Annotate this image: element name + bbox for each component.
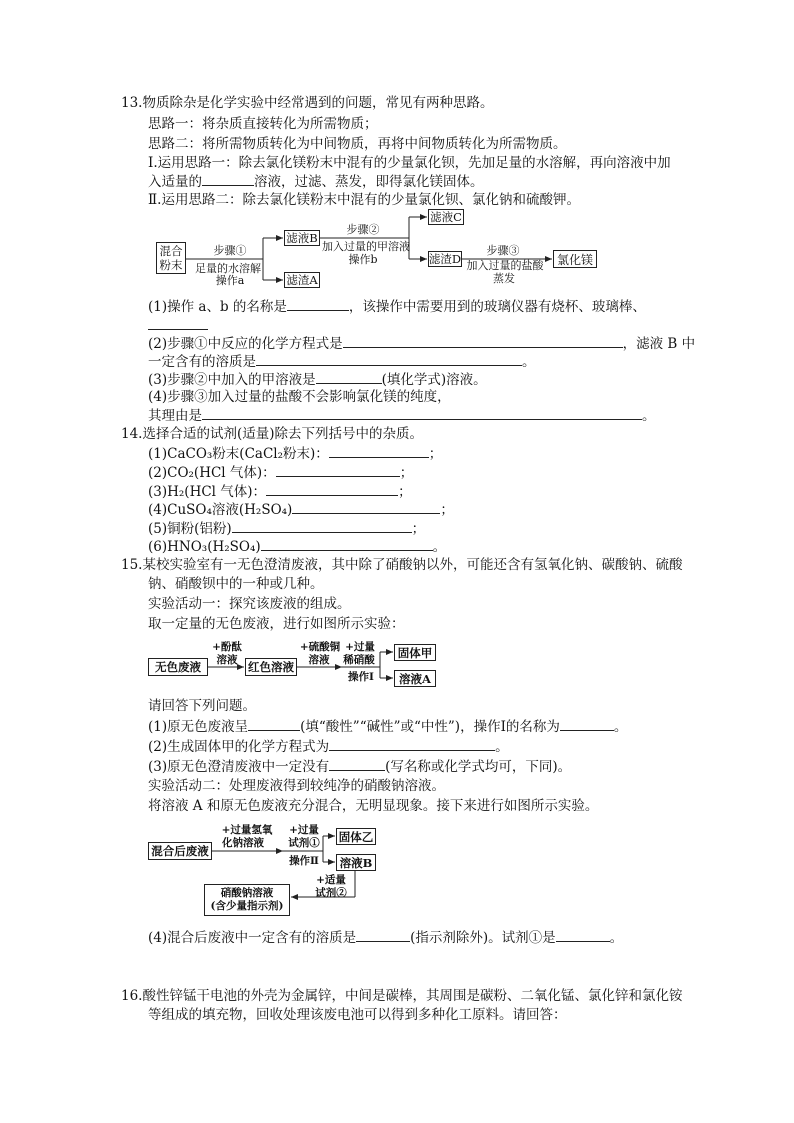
answer-blank[interactable] <box>202 405 642 420</box>
d2-arrow2-top2: 试剂① <box>288 837 320 849</box>
answer-blank[interactable] <box>148 315 208 330</box>
d2-operation2: 操作Ⅱ <box>289 855 319 867</box>
q14-item-1 <box>148 443 442 464</box>
d1-arrow1-bot: 溶液 <box>216 654 238 666</box>
q15-sub1 <box>148 716 627 737</box>
q13-sub1-a: (1)操作 a、b 的名称是 <box>148 299 287 315</box>
d2-arrow1-top2: 化钠溶液 <box>222 837 264 849</box>
q15-sub1-a: (1)原无色废液呈 <box>148 719 249 735</box>
step3-cond2: 蒸发 <box>493 272 515 285</box>
mixed-powder-box <box>156 242 186 274</box>
answer-blank[interactable] <box>343 333 623 348</box>
sodium-nitrate-box <box>204 884 290 916</box>
sodium-nitrate-l2: (含少量指示剂) <box>210 900 284 912</box>
answer-blank[interactable] <box>248 716 300 731</box>
d2-arrow2-top1: +过量 <box>289 824 319 836</box>
answer-blank[interactable] <box>329 443 429 458</box>
magnesium-chloride-box: 氯化镁 <box>553 250 597 268</box>
q13-sub4-b: 其理由是 <box>148 408 202 424</box>
q13-sub2-d: 。 <box>522 354 536 370</box>
q15-sub4-b: (指示剂除外)。试剂①是 <box>410 930 556 946</box>
answer-blank[interactable] <box>292 499 440 514</box>
q13-sub1-b: ，该操作中需要用到的玻璃仪器有烧杯、玻璃棒、 <box>348 299 646 315</box>
q14-item-end: ； <box>440 502 454 518</box>
d1-arrow2-bot: 溶液 <box>308 654 330 666</box>
d2-arrow1-top1: +过量氢氧 <box>221 824 273 836</box>
q15-activity1: 实验活动一：探究该废液的组成。 <box>148 596 351 612</box>
answer-blank[interactable] <box>356 927 410 942</box>
q15-sub4 <box>148 927 623 948</box>
residue-a-box: 滤渣A <box>284 272 320 288</box>
answer-blank[interactable] <box>556 927 610 942</box>
answer-blank[interactable] <box>316 369 382 384</box>
q14-item-6 <box>148 536 446 557</box>
q13-sub2-a: (2)步骤①中反应的化学方程式是 <box>148 336 343 352</box>
step2-label: 步骤② <box>346 223 380 236</box>
q14-item-text: (1)CaCO₃粉末(CaCl₂粉末)： <box>148 446 329 462</box>
q14-item-text: (4)CuSO₄溶液(H₂SO₄) <box>148 502 293 518</box>
q13-part2: Ⅱ.运用思路二：除去氯化镁粉末中混有的少量氯化钡、氯化钠和硫酸钾。 <box>148 192 580 208</box>
q13-idea2: 思路二：将所需物质转化为中间物质，再将中间物质转化为所需物质。 <box>148 136 567 152</box>
q14-item-2 <box>148 462 413 483</box>
filtrate-c-box: 滤液C <box>428 209 464 225</box>
q14-item-end: ； <box>398 484 412 500</box>
answer-blank[interactable] <box>232 518 412 533</box>
solid-yi-box: 固体乙 <box>336 828 376 845</box>
q13-idea1: 思路一：将杂质直接转化为所需物质； <box>148 116 378 132</box>
q15-sub2-b: 。 <box>495 739 509 755</box>
solution-a-box: 溶液A <box>394 670 436 687</box>
step1-cond1: 足量的水溶解 <box>195 262 261 275</box>
answer-blank[interactable] <box>560 716 614 731</box>
q15-sub3-a: (3)原无色澄清废液中一定没有 <box>148 759 330 775</box>
q14-item-text: (2)CO₂(HCl 气体)： <box>148 465 276 481</box>
q13-sub3-b: (填化学式)溶液。 <box>381 372 487 388</box>
step1-label: 步骤① <box>213 244 247 257</box>
answer-blank[interactable] <box>329 736 495 751</box>
q15-sub1-c: 。 <box>613 719 628 735</box>
mixed-powder-l1: 混合 <box>159 244 183 258</box>
step3-cond1: 加入过量的盐酸 <box>466 259 544 272</box>
q13-part1-pre: 入适量的 <box>148 174 202 190</box>
step1-cond2: 操作a <box>215 274 245 287</box>
q15-activity1-desc: 取一定量的无色废液，进行如图所示实验： <box>148 616 405 632</box>
q13-sub4-c: 。 <box>642 408 656 424</box>
q14-stem: 14.选择合适的试剂(适量)除去下列括号中的杂质。 <box>121 426 424 442</box>
residue-d-box: 滤渣D <box>428 252 462 266</box>
step2-cond2: 操作b <box>348 253 378 266</box>
q13-stem: 13.物质除杂是化学实验中经常遇到的问题，常见有两种思路。 <box>121 95 494 111</box>
q15-activity2: 实验活动二：处理废液得到较纯净的硝酸钠溶液。 <box>148 778 445 794</box>
red-solution-box: 红色溶液 <box>245 658 297 676</box>
mixed-waste-box: 混合后废液 <box>148 842 212 860</box>
sodium-nitrate-l1: 硝酸钠溶液 <box>220 887 274 899</box>
q13-sub2-b: ，滤液 B 中 <box>622 336 696 352</box>
q13-sub1 <box>148 296 646 317</box>
colorless-waste-box: 无色废液 <box>148 658 208 676</box>
q15-sub3 <box>148 756 571 777</box>
q14-item-end: ； <box>411 521 426 537</box>
d1-arrow1-top: +酚酞 <box>212 641 242 653</box>
d2-arrow3-top1: +适量 <box>316 874 346 886</box>
q14-item-4 <box>148 499 454 520</box>
answer-blank[interactable] <box>329 756 385 771</box>
q13-sub4-cont <box>148 405 656 426</box>
q15-sub4-c: 。 <box>609 930 624 946</box>
q13-sub2-c: 一定含有的溶质是 <box>148 354 256 370</box>
q15-sub1-b: (填“酸性”“碱性”或“中性”)，操作Ⅰ的名称为 <box>300 719 560 735</box>
answer-blank[interactable] <box>287 296 349 311</box>
q14-item-text: (6)HNO₃(H₂SO₄) <box>148 539 261 555</box>
q14-item-text: (5)铜粉(铝粉) <box>148 521 232 537</box>
filtrate-b-box: 滤液B <box>284 230 320 246</box>
q16-stem: 16.酸性锌锰干电池的外壳为金属锌，中间是碳棒，其周围是碳粉、二氧化锰、氯化锌和氯化铵 <box>121 988 683 1004</box>
mixed-powder-l2: 粉末 <box>159 258 183 272</box>
q15-sub4-a: (4)混合后废液中一定含有的溶质是 <box>148 930 357 946</box>
step2-cond1: 加入过量的甲溶液 <box>322 240 410 253</box>
d1-arrow3-top1: +过量 <box>345 641 375 653</box>
answer-blank[interactable] <box>276 462 400 477</box>
q14-item-end: ； <box>428 446 443 462</box>
q14-item-text: (3)H₂(HCl 气体)： <box>148 484 267 500</box>
q14-item-end: ； <box>399 465 414 481</box>
q15-sub2 <box>148 736 509 757</box>
q13-part1: Ⅰ.运用思路一：除去氯化镁粉末中混有的少量氯化钡，先加足量的水溶解，再向溶液中加 <box>148 155 671 171</box>
q13-part1-post: 溶液，过滤、蒸发，即得氯化镁固体。 <box>254 174 484 190</box>
answer-blank[interactable] <box>256 351 522 366</box>
q15-sub3-b: (写名称或化学式均可，下同)。 <box>385 759 572 775</box>
q15-ask: 请回答下列问题。 <box>148 698 256 714</box>
q15-stem-cont: 钠、硝酸钡中的一种或几种。 <box>148 576 324 592</box>
d1-arrow2-top: +硫酸铜 <box>299 641 341 653</box>
answer-blank[interactable] <box>261 536 433 551</box>
q13-sub3-a: (3)步骤②中加入的甲溶液是 <box>148 372 316 388</box>
d1-operation1: 操作Ⅰ <box>348 671 374 683</box>
q16-stem-cont: 等组成的填充物，回收处理该废电池可以得到多种化工原料。请回答： <box>148 1007 567 1023</box>
q15-sub2-a: (2)生成固体甲的化学方程式为 <box>148 739 330 755</box>
q14-item-end: 。 <box>432 539 447 555</box>
solid-jia-box: 固体甲 <box>394 644 436 661</box>
answer-blank[interactable] <box>266 481 398 496</box>
solution-b-box: 溶液B <box>336 854 376 871</box>
q15-activity2-desc: 将溶液 A 和原无色废液充分混合，无明显现象。接下来进行如图所示实验。 <box>148 798 599 814</box>
d2-arrow3-top2: 试剂② <box>315 887 347 899</box>
step3-label: 步骤③ <box>486 244 520 257</box>
q15-stem: 15.某校实验室有一无色澄清废液，其中除了硝酸钠以外，可能还含有氢氧化钠、碳酸钠、硫酸 <box>121 557 683 573</box>
d1-arrow3-top2: 稀硝酸 <box>343 654 375 666</box>
q13-sub4: (4)步骤③加入过量的盐酸不会影响氯化镁的纯度， <box>148 389 451 405</box>
